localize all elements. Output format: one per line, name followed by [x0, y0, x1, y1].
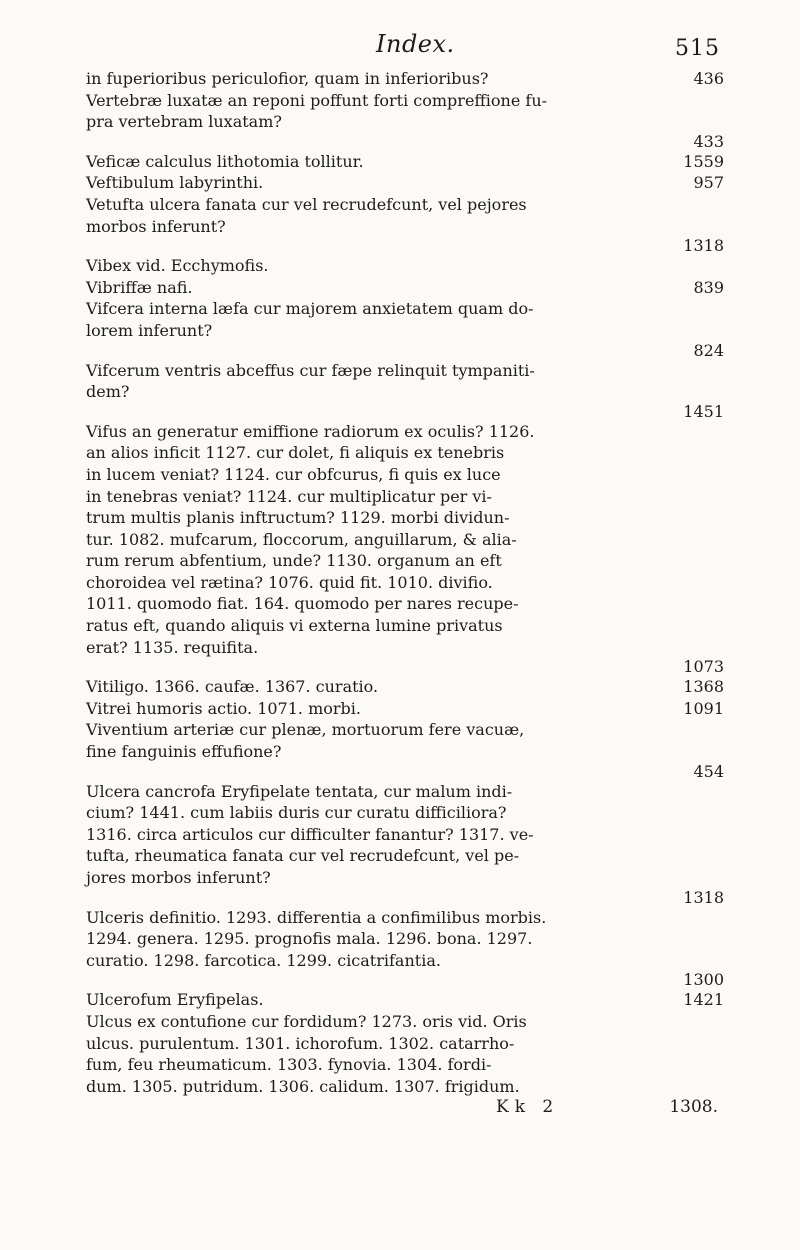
entry-reference: 454 — [693, 761, 724, 781]
entry-text: Vitrei humoris actio. 1071. morbi. — [86, 698, 361, 718]
index-entries — [86, 68, 724, 1097]
index-entry — [86, 421, 724, 677]
entry-reference: 957 — [693, 173, 724, 193]
signature-mark: Kk 2 — [496, 1097, 560, 1118]
catchword: 1308. — [669, 1097, 718, 1118]
entry-text: Vetufta ulcera fanata cur vel recrudefcunt, vel pejores morbos inferunt? — [86, 194, 527, 236]
entry-reference: 1368 — [683, 677, 724, 697]
entry-reference: 1421 — [683, 990, 724, 1010]
index-entry — [86, 360, 724, 421]
index-entry — [86, 676, 724, 698]
index-entry — [86, 194, 724, 255]
index-entry — [86, 151, 724, 173]
entry-text: Veftibulum labyrinthi. — [86, 173, 264, 193]
running-title: Index. — [376, 30, 455, 58]
index-entry — [86, 255, 724, 277]
entry-reference: 824 — [693, 340, 724, 360]
entry-text: Veficæ calculus lithotomia tollitur. — [86, 151, 364, 171]
index-entry — [86, 698, 724, 720]
entry-reference: 1559 — [683, 151, 724, 171]
index-entry — [86, 298, 724, 359]
entry-text: Ulcera cancrofa Eryfipelate tentata, cur malum indi- cium? 1441. cum labiis duris cur curatu difficiliora? 1316. circa articulos cur difficulter fanantur? 1317. ve- tufta, rheumatica fanata cur vel recrudefcunt, vel pe- jores morbos inferunt? — [86, 781, 534, 887]
index-entry — [86, 989, 724, 1011]
entry-text: Vifcera interna læfa cur majorem anxietatem quam do- lorem inferunt? — [86, 299, 534, 340]
entry-text: Vitiligo. 1366. caufæ. 1367. curatio. — [86, 677, 379, 697]
index-entry — [86, 172, 724, 194]
entry-text: Vifcerum ventris abceffus cur fæpe relinquit tympaniti- dem? — [86, 360, 535, 402]
index-entry — [86, 90, 724, 151]
entry-reference: 1300 — [683, 970, 724, 990]
page-number: 515 — [675, 36, 720, 61]
index-entry — [86, 1011, 724, 1097]
entry-text: Ulcus ex contufione cur fordidum? 1273. oris vid. Oris ulcus. purulentum. 1301. ichorofum. 1302. catarrho- fum, feu rheumaticum. 1303. fynovia. 1304. fordi- dum. 1305. putridum. 1306. calidum. 1307. frigidum. — [86, 1011, 527, 1096]
page-footer — [86, 1097, 724, 1119]
entry-reference: 1073 — [683, 657, 724, 677]
entry-reference: 1091 — [683, 698, 724, 718]
entry-text: Ulceris definitio. 1293. differentia a confimilibus morbis. 1294. genera. 1295. prognofis mala. 1296. bona. 1297. curatio. 1298. farcotica. 1299. cicatrifantia. — [86, 907, 547, 970]
page-header — [86, 26, 724, 68]
entry-reference: 436 — [693, 69, 724, 88]
index-entry — [86, 781, 724, 907]
entry-reference: 839 — [693, 277, 724, 297]
entry-reference: 433 — [693, 131, 724, 151]
entry-text: Vifus an generatur emiffione radiorum ex oculis? 1126. an alios inficit 1127. cur dolet, fi aliquis ex tenebris in lucem veniat? 1124. cur obfcurus, fi quis ex luce in tenebras veniat? 1124. cur multiplicatur per vi- trum multis planis inftructum? 1129. morbi dividun- tur. 1082. mufcarum, floccorum, anguillarum, & alia- rum rerum abfentium, unde? 1130. organum an eft choroidea vel rætina? 1076. quid fit. 1010. divifio. 1011. quomodo fiat. 164. quomodo per nares recupe- ratus eft, quando aliquis vi externa lumine privatus erat? 1135. requifita. — [86, 421, 535, 657]
index-entry — [86, 907, 724, 990]
entry-text: Vibriffæ nafi. — [86, 277, 193, 297]
entry-text: Vibex vid. Ecchymofis. — [86, 256, 269, 276]
index-entry — [86, 277, 724, 299]
index-entry — [86, 68, 724, 90]
entry-reference: 1318 — [683, 236, 724, 256]
entry-reference: 1451 — [683, 401, 724, 421]
index-entry — [86, 719, 724, 780]
entry-text: Vertebræ luxatæ an reponi poffunt forti compreffione fu- pra vertebram luxatam? — [86, 90, 548, 132]
entry-text: Viventium arteriæ cur plenæ, mortuorum fere vacuæ, fine fanguinis effufione? — [86, 720, 525, 762]
entry-text: Ulcerofum Eryfipelas. — [86, 990, 264, 1010]
entry-text: in fuperioribus periculofior, quam in inferioribus? — [86, 69, 489, 88]
entry-reference: 1318 — [683, 887, 724, 907]
